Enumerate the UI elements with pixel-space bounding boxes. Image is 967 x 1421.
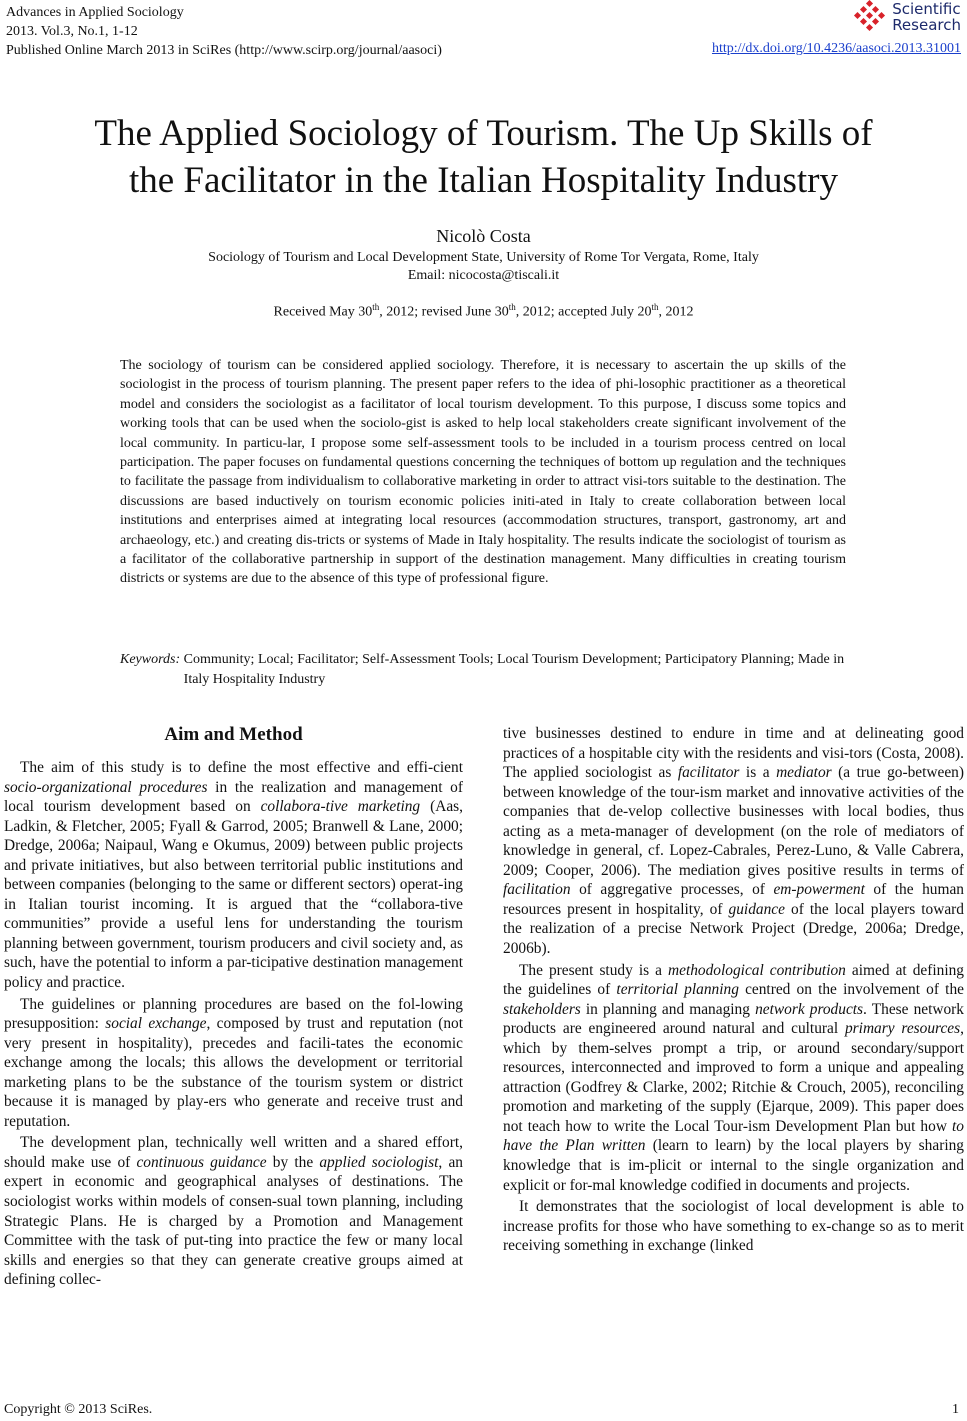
publisher-logo (849, 0, 961, 34)
footer-copyright: Copyright © 2013 SciRes. (4, 1402, 153, 1417)
keywords-text: Community; Local; Facilitator; Self-Assessment Tools; Local Tourism Development; Participatory Planning; Made in Italy Hospitality Industry (183, 652, 845, 687)
paragraph: The development plan, technically well written and a shared effort, should make use of continuous guidance by the applied sociologist, an expert in economic and geographical analyses of destinations. The sociologist works within models of consen-sual town planning, including Strategic Plans. He is charged by a Promotion and Management Committee with the task of put-ting into practice the few or many local skills and energies so that they can generate creative groups aimed at defining collec- (4, 1134, 463, 1289)
logo-text: Scientific Research (892, 0, 961, 34)
doi-link[interactable]: http://dx.doi.org/10.4236/aasoci.2013.31001 (711, 41, 961, 56)
paper-title: The Applied Sociology of Tourism. The Up Skills of the Facilitator in the Italian Hospitality Industry (94, 113, 873, 201)
journal-volume: 2013. Vol.3, No.1, 1-12 (6, 24, 138, 39)
journal-name: Advances in Applied Sociology (6, 5, 184, 20)
body-column-left (4, 758, 463, 1290)
paragraph: It demonstrates that the sociologist of local development is able to increase profits for those who have something to ex-change so as to merit receiving something in exchange (linked (503, 1198, 964, 1255)
keywords (120, 650, 846, 690)
paragraph: The guidelines or planning procedures are based on the fol-lowing presupposition: social exchange, composed by trust and reputation (not very present in hospitality), precedes and facili-tates the economic exchange among the locals; this allows the development or territorial marketing plans to be the substance of the tourism system or district because it is managed by play-ers who generate and receive trust and reputation. (4, 995, 463, 1130)
paragraph: tive businesses destined to endure in time and at delineating good practices of a hospitable city with the residents and visi-tors (Costa, 2008). The applied sociologist as facilitator is a mediator (a true go-between) between knowledge of the tour-ism market and innovative activities of the companies that de-velop collective businesses with local bodies, thus acting as a meta-manager of development (on the role of mediators of knowledge in general, cf. Lopez-Cabrales, Perez-Luno, & Valle Cabrera, 2009; Cooper, 2006). The mediation gives positive results in terms of facilitation of aggregative processes, of em-powerment of the human resources present in hospitality, of guidance of the local players toward the realization of a precise Network Project (Dredge, 2006a; Dredge, 2006b). (503, 725, 965, 958)
page-number: 1 (952, 1402, 959, 1417)
author-name: Nicolò Costa (436, 226, 531, 246)
running-header (6, 3, 442, 60)
published-online: Published Online March 2013 in SciRes (http://www.scirp.org/journal/aasoci) (6, 43, 442, 58)
paragraph: The present study is a methodological contribution aimed at defining the guidelines of territorial planning centred on the involvement of the stakeholders in planning and managing network products. These network products are engineered around natural and cultural primary resources, which by them-selves prompt a trip, or around secondary/support resources, interconnected and improved to form a unique and appealing attraction (Godfrey & Clarke, 2002; Ritchie & Crouch, 2005), reconciling promotion and marketing of the supply (Ejarque, 2009). This paper does not teach how to write the Local Tour-ism Development Plan but how to have the Plan written (learn to learn) by the local players by sharing knowledge that is im-plicit or internal to the single organization and explicit or for-mal knowledge codified in documents and projects. (503, 961, 965, 1194)
abstract: The sociology of tourism can be considered applied sociology. Therefore, it is necessary to ascertain the up skills of the sociologist in the process of tourism planning. The present paper refers to the idea of phi-losophic practitioner as a theoretical model and considers the sociologist as a facilitator of local tourism development. To this purpose, I discuss some topics and working tools that can be used when the sociolo-gist is asked to help local stakeholders create significant involvement of the local community. In particu-lar, I propose some self-assessment tools to be included in a tourism process centred on local participation. The paper focuses on fundamental questions concerning the techniques of bottom up regulation and the techniques to facilitate the passage from individualism to collaborative marketing in order to attract visi-tors suitable to the destination. The discussions are based inductively on tourism economic policies initi-ated in Italy to create collaboration between local institutions and enterprises aimed at integrating local resources (accommodation structures, transport, gastronomy, art and archaeology, etc.) and creating dis-tricts or systems of Made in Italy hospitality. The results indicate the sociologist of tourism as a facilitator of the collaborative partnership in support of the destination management. Many difficulties in creating tourism districts or systems are due to the absence of this type of professional figure. (120, 358, 846, 587)
affiliation-text: Sociology of Tourism and Local Development State, University of Rome Tor Vergata, Rome, Italy (208, 250, 759, 265)
keywords-label: Keywords: (120, 652, 184, 667)
submission-dates: Received May 30th, 2012; revised June 30th, 2012; accepted July 20th, 2012 (273, 302, 694, 320)
logo-diamond-icon (849, 0, 889, 34)
paragraph: The aim of this study is to define the most effective and effi-cient socio-organizational procedures in the realization and management of local tourism development based on collabora-tive marketing (Aas, Ladkin, & Fletcher, 2005; Fyall & Garrod, 2005; Branwell & Lane, 2000; Dredge, 2006a; Naipaul, Wang e Okumus, 2009) between public projects and private initiatives, but also between territorial public institutions and between companies (belonging to the same or different sectors) operat-ing in Italian tourist incoming. It is argued that the “collabora-tive communities” provide a useful lens for understanding the tourism planning between government, tourism producers and civil society and, as such, have the potential to inform a par-ticipative destination management policy and practice. (4, 759, 463, 992)
author-affiliation (0, 249, 967, 285)
author-email: Email: nicocosta@tiscali.it (407, 268, 560, 283)
section-heading: Aim and Method (164, 724, 303, 745)
body-column-right (503, 724, 964, 1256)
